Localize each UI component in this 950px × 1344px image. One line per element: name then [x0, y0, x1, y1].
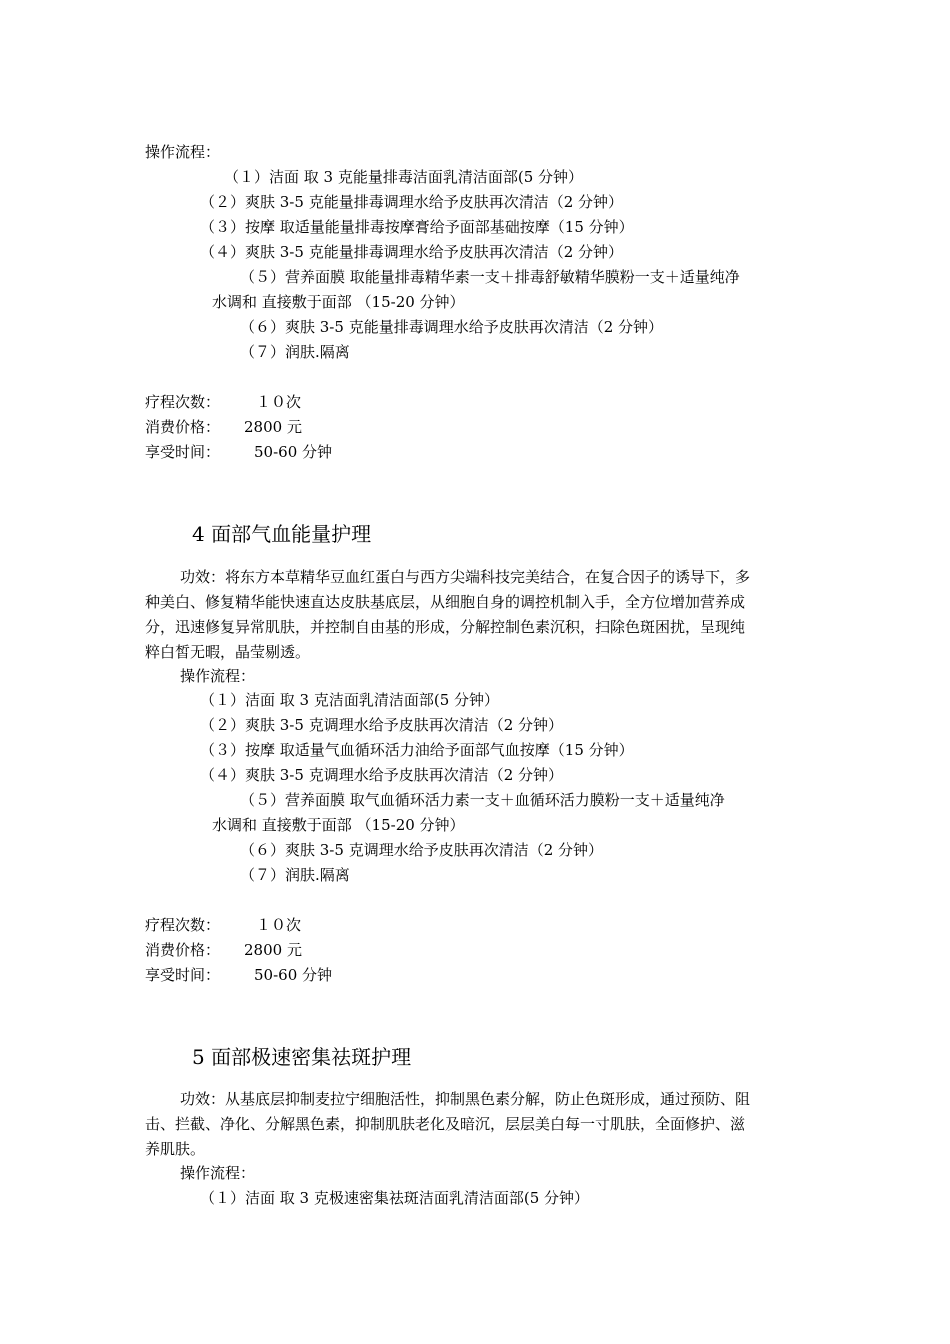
- effect-line: 分，迅速修复异常肌肤，并控制自由基的形成，分解控制色素沉积，扫除色斑困扰，呈现纯: [145, 618, 746, 636]
- process-step: （７）润肤.隔离: [240, 343, 350, 361]
- process-step: （１）洁面 取 3 克极速密集祛斑洁面乳清洁面部(5 分钟）: [200, 1189, 590, 1207]
- effect-line: 养肌肤。: [145, 1140, 206, 1158]
- process-label: 操作流程：: [180, 667, 256, 685]
- info-label: 疗程次数：: [145, 916, 221, 934]
- process-step: （２）爽肤 3-5 克能量排毒调理水给予皮肤再次清洁（2 分钟）: [200, 193, 624, 211]
- process-step: （４）爽肤 3-5 克调理水给予皮肤再次清洁（2 分钟）: [200, 766, 564, 784]
- process-step: （３）按摩 取适量气血循环活力油给予面部气血按摩（15 分钟）: [200, 741, 634, 759]
- info-value: 2800 元: [244, 941, 302, 959]
- process-step: （３）按摩 取适量能量排毒按摩膏给予面部基础按摩（15 分钟）: [200, 218, 634, 236]
- effect-line: 种美白、修复精华能快速直达皮肤基底层，从细胞自身的调控机制入手，全方位增加营养成: [145, 593, 746, 611]
- process-label: 操作流程：: [180, 1164, 256, 1182]
- process-label: 操作流程：: [145, 143, 221, 161]
- effect-line: 击、拦截、净化、分解黑色素，抑制肌肤老化及暗沉，层层美白每一寸肌肤，全面修护、滋: [145, 1115, 746, 1133]
- info-value: 50-60 分钟: [254, 443, 333, 461]
- process-step: （６）爽肤 3-5 克能量排毒调理水给予皮肤再次清洁（2 分钟）: [240, 318, 664, 336]
- info-value: １０次: [256, 393, 302, 411]
- info-label: 疗程次数：: [145, 393, 221, 411]
- process-step: （５）营养面膜 取能量排毒精华素一支＋排毒舒敏精华膜粉一支＋适量纯净: [240, 268, 740, 286]
- process-step: （２）爽肤 3-5 克调理水给予皮肤再次清洁（2 分钟）: [200, 716, 564, 734]
- info-value: 50-60 分钟: [254, 966, 333, 984]
- process-step: （７）润肤.隔离: [240, 866, 350, 884]
- info-label: 享受时间：: [145, 966, 221, 984]
- section-heading: 4 面部气血能量护理: [192, 522, 372, 546]
- info-value: 2800 元: [244, 418, 302, 436]
- process-step: （６）爽肤 3-5 克调理水给予皮肤再次清洁（2 分钟）: [240, 841, 604, 859]
- effect-line: 功效：将东方本草精华豆血红蛋白与西方尖端科技完美结合，在复合因子的诱导下，多: [180, 568, 751, 586]
- process-step: （１）洁面 取 3 克能量排毒洁面乳清洁面部(5 分钟）: [224, 168, 584, 186]
- process-step-continued: 水调和 直接敷于面部 （15-20 分钟）: [212, 293, 465, 311]
- effect-line: 粹白皙无暇，晶莹剔透。: [145, 643, 311, 661]
- process-step: （１）洁面 取 3 克洁面乳清洁面部(5 分钟）: [200, 691, 500, 709]
- section-heading: 5 面部极速密集祛斑护理: [192, 1045, 412, 1069]
- info-label: 消费价格：: [145, 418, 221, 436]
- process-step: （４）爽肤 3-5 克能量排毒调理水给予皮肤再次清洁（2 分钟）: [200, 243, 624, 261]
- info-label: 享受时间：: [145, 443, 221, 461]
- info-label: 消费价格：: [145, 941, 221, 959]
- process-step-continued: 水调和 直接敷于面部 （15-20 分钟）: [212, 816, 465, 834]
- effect-line: 功效：从基底层抑制麦拉宁细胞活性，抑制黑色素分解，防止色斑形成，通过预防、阻: [180, 1090, 751, 1108]
- process-step: （５）营养面膜 取气血循环活力素一支＋血循环活力膜粉一支＋适量纯净: [240, 791, 725, 809]
- info-value: １０次: [256, 916, 302, 934]
